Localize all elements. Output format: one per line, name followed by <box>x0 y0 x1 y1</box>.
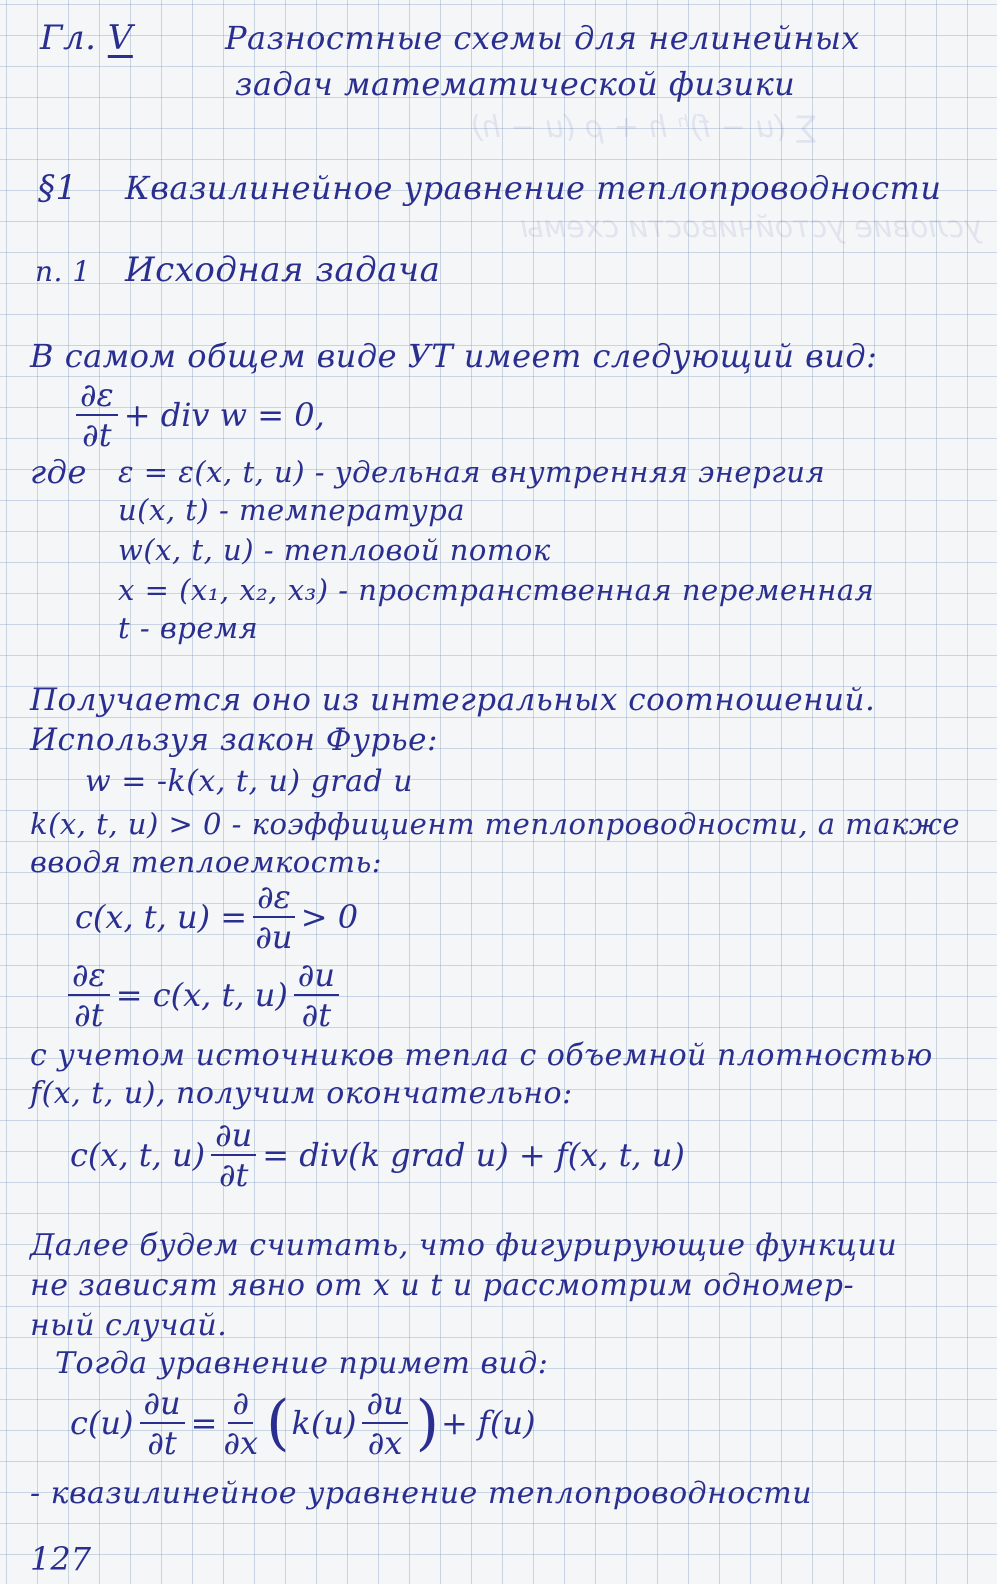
chapter-word: Гл. <box>40 18 97 58</box>
page-number: 127 <box>30 1540 92 1578</box>
chapter-number: V <box>107 18 133 58</box>
paragraph-5-line-2: не зависят явно от x и t и рассмотрим одномер- <box>30 1268 855 1303</box>
fraction-numerator: ∂u <box>140 1386 185 1424</box>
equation-right: > 0 <box>300 898 359 936</box>
paragraph-3-line-2: вводя теплоемкость: <box>30 845 383 879</box>
fraction-numerator: ∂u <box>294 958 339 996</box>
equation-heat-capacity <box>75 880 358 954</box>
paragraph-2-line-2: Используя закон Фурье: <box>30 722 438 758</box>
chapter-title-line-2: задач математической физики <box>235 65 796 103</box>
definition-space-variable: x = (x₁, x₂, x₃) - пространственная переменная <box>118 573 875 607</box>
equation-middle: = c(x, t, u) <box>115 976 288 1014</box>
fraction-denominator: ∂u <box>255 918 293 956</box>
fraction-denominator: ∂x <box>223 1424 259 1462</box>
equation-left: c(x, t, u) = <box>75 898 248 936</box>
subsection-title: Исходная задача <box>125 250 441 290</box>
paragraph-5-line-4: Тогда уравнение примет вид: <box>55 1346 549 1381</box>
fraction-numerator: ∂ <box>228 1386 253 1424</box>
equation-energy-balance <box>70 378 325 452</box>
equation-tail: + f(u) <box>441 1404 536 1442</box>
fraction <box>140 1386 185 1460</box>
fraction-denominator: ∂x <box>367 1424 403 1462</box>
fraction-denominator: ∂t <box>82 416 112 454</box>
fraction-numerator: ∂ε <box>253 880 295 918</box>
equation-energy-derivative <box>62 958 345 1032</box>
fraction <box>76 378 118 452</box>
fraction <box>211 1118 256 1192</box>
closing-line: - квазилинейное уравнение теплопроводности <box>30 1476 813 1511</box>
fraction-denominator: ∂t <box>301 996 332 1034</box>
definition-time: t - время <box>118 611 259 645</box>
fraction-denominator: ∂t <box>74 996 104 1034</box>
definition-temperature: u(x, t) - температура <box>118 493 466 527</box>
chapter-title-line-1: Разностные схемы для нелинейных <box>225 19 860 57</box>
section-number: §1 <box>38 168 78 208</box>
paragraph-4-line-1: с учетом источников тепла с объемной плотностью <box>30 1038 933 1073</box>
fraction <box>294 958 339 1032</box>
paragraph-4-line-2: f(x, t, u), получим окончательно: <box>30 1076 573 1111</box>
definition-energy: ε = ε(x, t, u) - удельная внутренняя энергия <box>118 455 826 489</box>
chapter-label <box>40 18 133 58</box>
equation-quasilinear <box>70 1386 535 1460</box>
intro-text: В самом общем виде УТ имеет следующий вид: <box>30 337 878 375</box>
paragraph-5-line-3: ный случай. <box>30 1308 228 1343</box>
fraction-numerator: ∂u <box>211 1118 256 1156</box>
paragraph-3-line-1: k(x, t, u) > 0 - коэффициент теплопроводности, а также <box>30 807 961 841</box>
definition-heat-flux: w(x, t, u) - тепловой поток <box>118 533 551 567</box>
fraction-numerator: ∂u <box>362 1386 407 1424</box>
inner-coefficient: k(u) <box>291 1404 357 1442</box>
right-paren: ) <box>415 1388 440 1458</box>
equation-left: c(u) <box>70 1404 134 1442</box>
left-paren: ( <box>266 1388 290 1458</box>
subsection-number: п. 1 <box>35 255 91 288</box>
fraction <box>68 958 110 1032</box>
equation-right: = div(k grad u) + f(x, t, u) <box>262 1136 685 1174</box>
fraction-numerator: ∂ε <box>76 378 118 416</box>
paragraph-5-line-1: Далее будем считать, что фигурирующие функции <box>30 1228 898 1263</box>
fraction-denominator: ∂t <box>147 1424 177 1462</box>
equation-heat-final <box>70 1118 685 1192</box>
fourier-law: w = -k(x, t, u) grad u <box>85 764 414 799</box>
equation-rest: + div w = 0, <box>123 396 325 434</box>
where-label: где <box>30 453 87 491</box>
equation-left: c(x, t, u) <box>70 1136 206 1174</box>
fraction <box>253 880 295 954</box>
bleed-through-text: условие устойчивости схемы <box>520 210 982 245</box>
paragraph-2-line-1: Получается оно из интегральных соотношений. <box>30 682 876 718</box>
equals-sign: = <box>190 1404 218 1442</box>
fraction <box>223 1386 258 1460</box>
fraction-denominator: ∂t <box>218 1156 249 1194</box>
section-title: Квазилинейное уравнение теплопроводности <box>125 169 942 207</box>
fraction-numerator: ∂ε <box>68 958 110 996</box>
fraction <box>362 1386 407 1460</box>
bleed-through-text: ∑ (u − f)ʰ h + ρ (u − h) <box>470 110 816 145</box>
